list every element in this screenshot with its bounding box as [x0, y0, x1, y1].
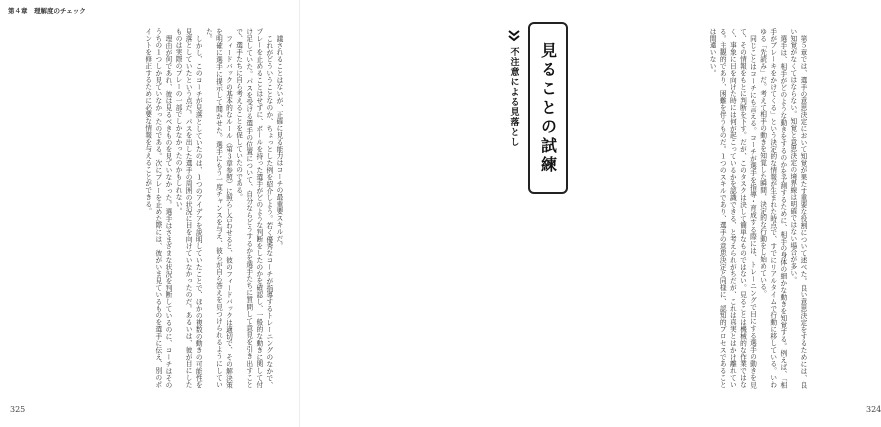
- running-head: 第４章 理解度のチェック: [8, 7, 86, 15]
- left-page-body: [18, 28, 284, 388]
- paragraph: 議されることはないが、正確に見る能力はコーチの最重要スキルだ。: [275, 34, 283, 249]
- page-number-right: 324: [866, 405, 881, 414]
- section-title: 見ることの試練: [538, 41, 558, 175]
- paragraph: 選手は、相手がどのような動きをするのかを予測するために、相手の身体の細かな動きを知覚する。例えば、「相手がブレーキをかけてくる」という決定的な情報が生まれた時点で、すでにリアルタイムで行動に移している。いわゆる「先読み」だ。考えて相手の動きを知覚した瞬間、決定的な行動をし始めている。: [758, 28, 787, 388]
- left-page: [0, 0, 300, 427]
- paragraph: 第５章では、選手の意思決定において知覚が果たす重要な役割について述べた。良い意思決定をするためには、良い知覚がなくてはならない。知覚と意思決定の境界線は明確ではない場合が多い。: [788, 28, 807, 388]
- paragraph: 同じことはコーチにも言える。コーチが選手を指導・育成する際には、トレーニングで目にする選手の動きを見て、その情報をもとに判断を下す。だが、このタスクは決して簡単なものではない。見ることは機械的な作業ではなく、事象に目を向けた時には何が起こっているかを認識できる、と考えられがちだが、これは真実とはかけ離れている。主観的であり、困難を伴うものだ。１つのスキルであり、選手の意思決定と同様に、認知的プロセスであることは間違いない。: [708, 28, 757, 388]
- page-number-left: 325: [10, 405, 26, 414]
- double-chevron-down-icon: [508, 30, 520, 43]
- right-page-body: [612, 28, 808, 388]
- paragraph: フィードバックの基本的なルール（第３章参照）に照らし合わせると、彼のフィードバックは適切で、その解決策を明確に選手に提示して聞かせた。選手にもう一度チャンスを与え、彼らが自ら答えを見つけられるようにしていた。: [204, 28, 233, 388]
- paragraph: 理由が何であれ、彼は見るべきものを見ていなかった。選手はさまざまな状況を判断しているのに、コーチはそのうちの１つしか見ていなかったのである。次にプレーを止めた際には、彼がいま見ているものを選手に伝え、別のポイントを修正するために必要な情報を与えることができる。: [143, 28, 172, 388]
- subsection-title: 不注意による見落とし: [508, 47, 519, 147]
- paragraph: しかし、このコーチが見落としていたのは、１つのアイデアを説明していたことで、ほかの複数の動きの可能性を見落としていたという点だ。パスを出した選手の周囲の状況に目を向けていなかったのだ。あるいは、彼が目にしたものは実際のプレーの一部でしかなかったのかもしれない。: [174, 28, 203, 388]
- paragraph: これがどういうことなのか、ちょっとした例を紹介しよう。若く優秀なコーチが指導するトレーニングのなかで、プレーを止めることはせずに、ボールを持った選手がどのような判断をしたのかを確認し、一般的な動きに関して付け足していた。パスを受ける選手の位置について、自分ならどうするかを選手たちに質問して意見を引き出すことで、選手たちに自ら考えることを促していたのである。: [234, 28, 273, 388]
- subsection-heading: [505, 30, 523, 180]
- section-title-box: [528, 22, 568, 194]
